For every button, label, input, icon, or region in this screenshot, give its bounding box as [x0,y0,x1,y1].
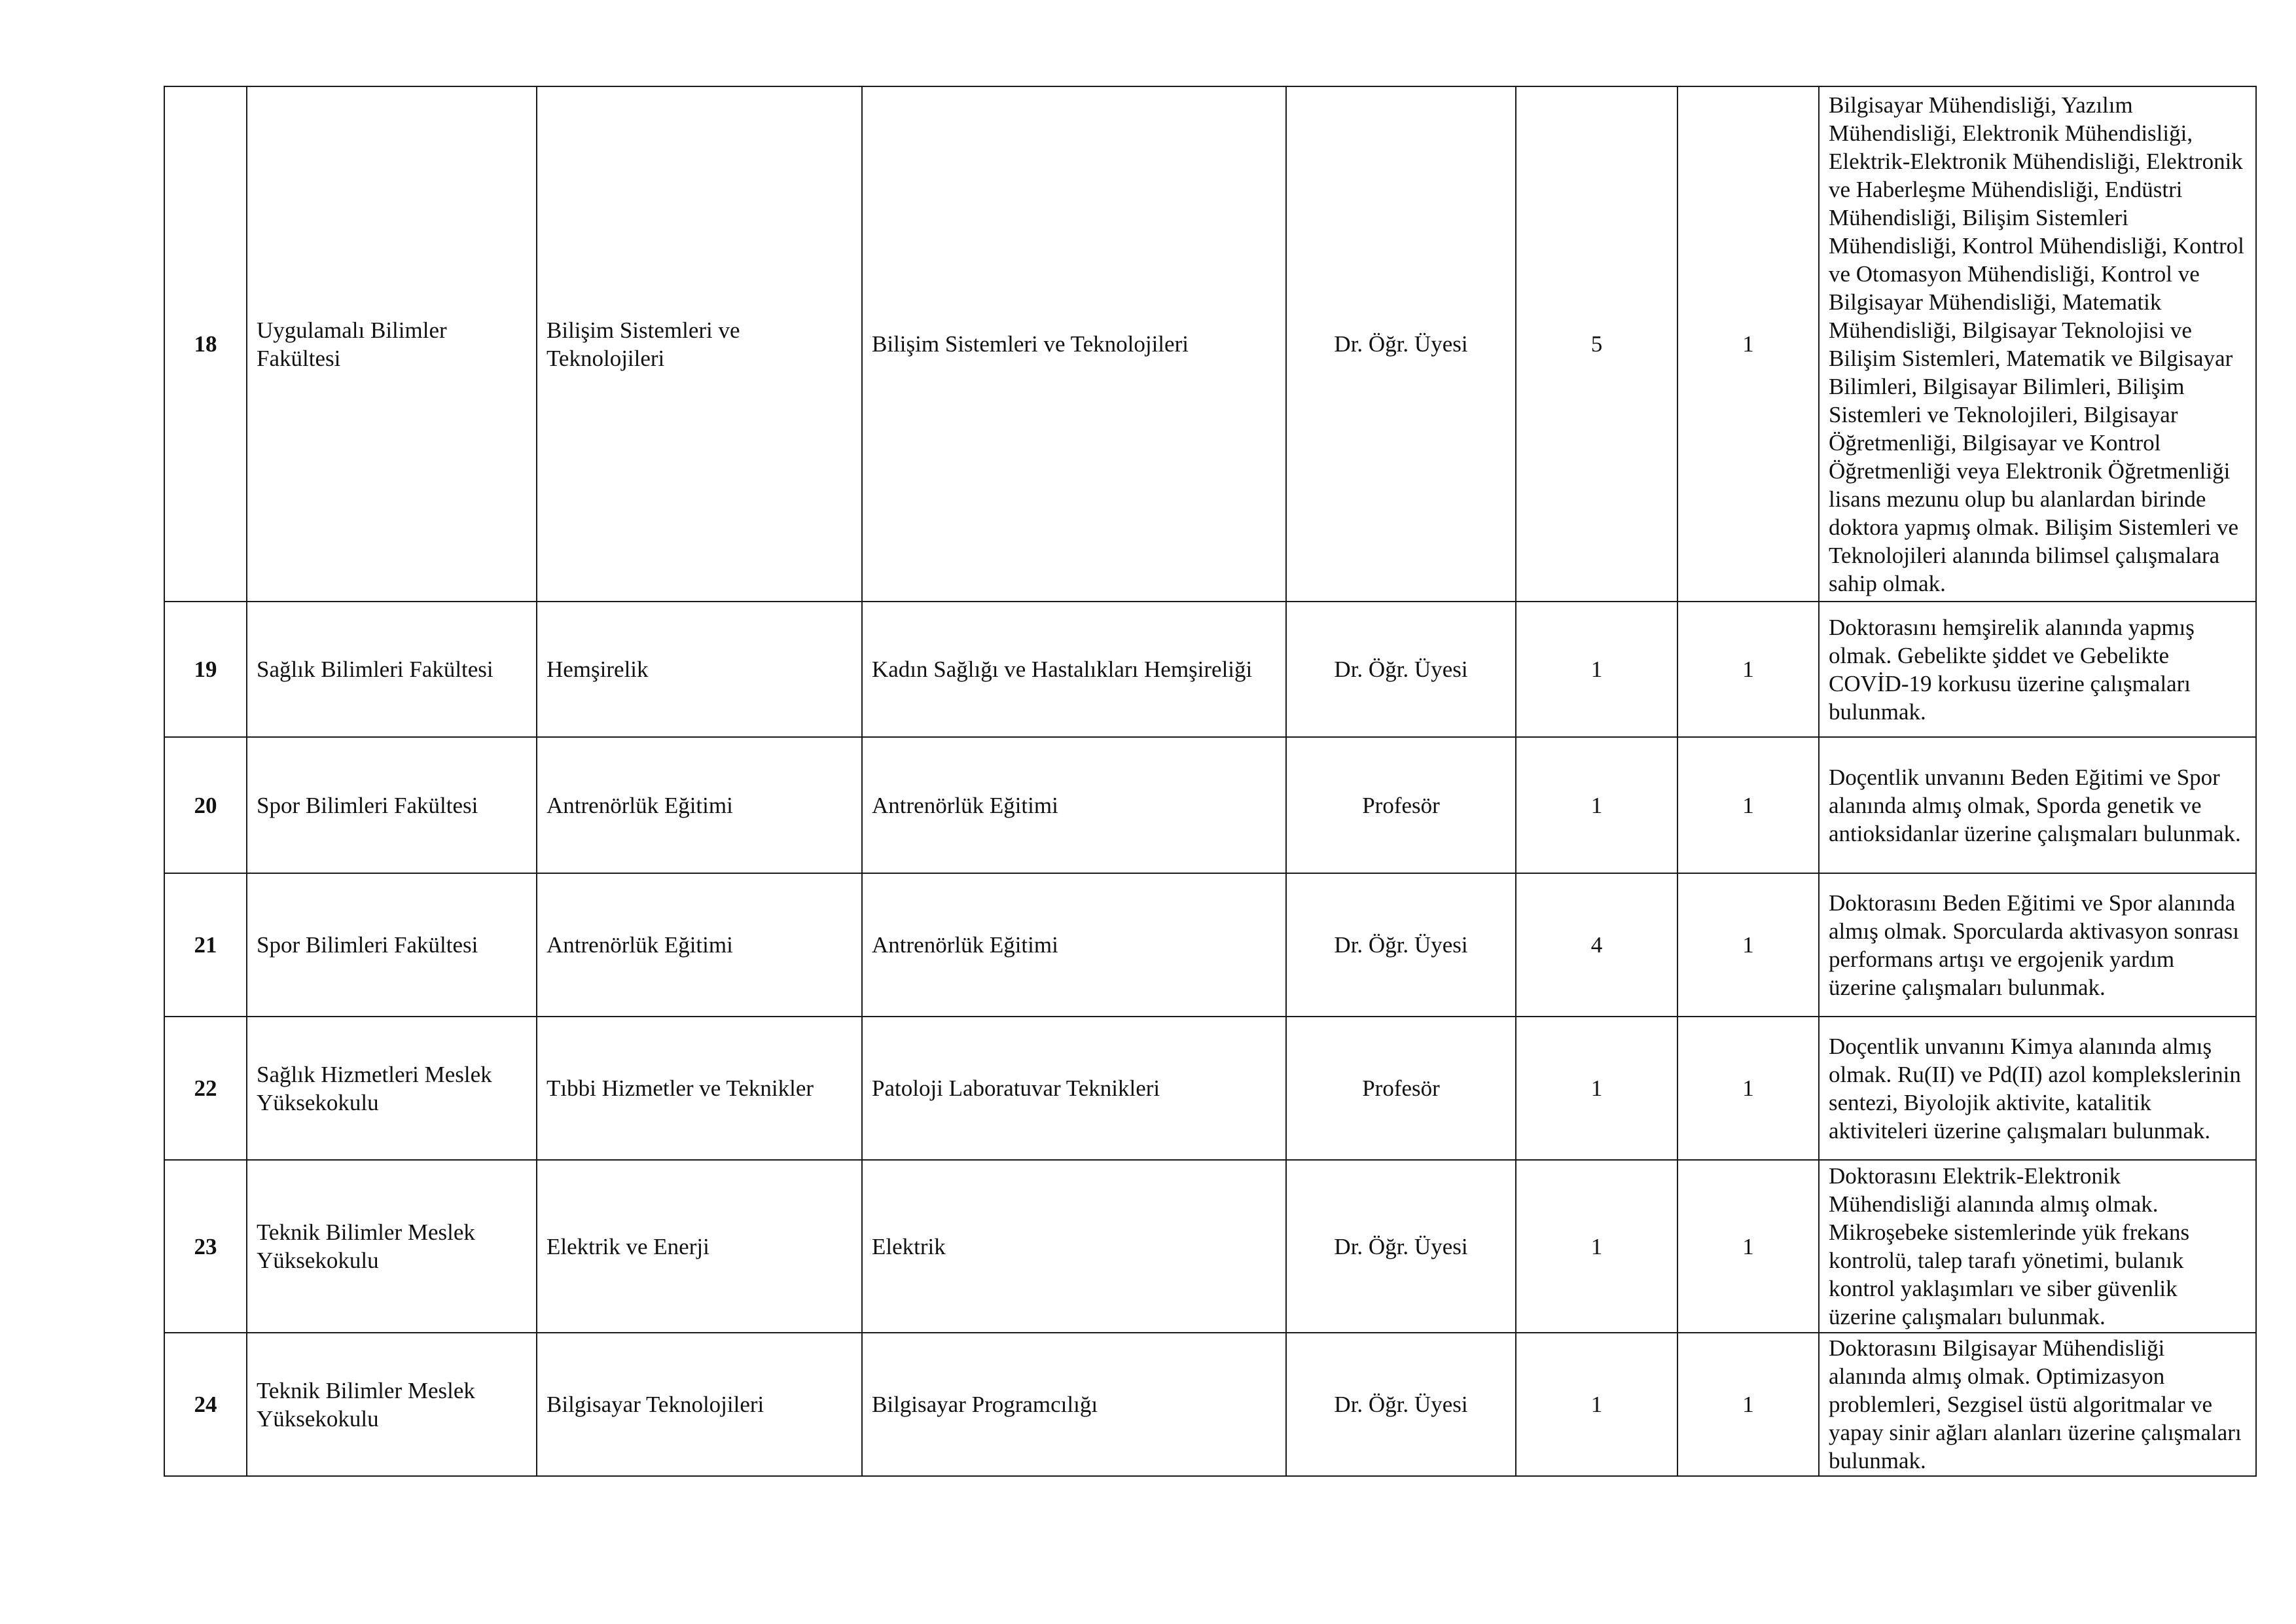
department-cell: Antrenörlük Eğitimi [537,873,862,1017]
row-number: 18 [164,86,247,602]
unit-cell: Uygulamalı Bilimler Fakültesi [247,86,537,602]
title-cell: Dr. Öğr. Üyesi [1286,873,1516,1017]
department-cell: Tıbbi Hizmetler ve Teknikler [537,1017,862,1160]
title-cell: Profesör [1286,1017,1516,1160]
requirements-cell: Doktorasını hemşirelik alanında yapmış olmak. Gebelikte şiddet ve Gebelikte COVİD-19 korkusu üzerine çalışmaları bulunmak. [1819,602,2256,737]
row-number: 20 [164,737,247,873]
count-cell: 1 [1516,1017,1677,1160]
unit-cell: Teknik Bilimler Meslek Yüksekokulu [247,1333,537,1476]
count-cell: 1 [1516,737,1677,873]
row-number: 22 [164,1017,247,1160]
program-cell: Kadın Sağlığı ve Hastalıkları Hemşireliği [862,602,1286,737]
unit-cell: Spor Bilimleri Fakültesi [247,737,537,873]
table-row [164,873,2256,1017]
title-cell: Dr. Öğr. Üyesi [1286,602,1516,737]
title-cell: Dr. Öğr. Üyesi [1286,86,1516,602]
requirements-cell: Doktorasını Beden Eğitimi ve Spor alanında almış olmak. Sporcularda aktivasyon sonrası performans artışı ve ergojenik yardım üzerine çalışmaları bulunmak. [1819,873,2256,1017]
department-cell: Bilişim Sistemleri ve Teknolojileri [537,86,862,602]
count-cell: 1 [1516,1160,1677,1333]
requirements-cell: Doktorasını Bilgisayar Mühendisliği alanında almış olmak. Optimizasyon problemleri, Sezgisel üstü algoritmalar ve yapay sinir ağları alanları üzerine çalışmaları bulunmak. [1819,1333,2256,1476]
degree-cell: 1 [1677,86,1819,602]
table-row [164,86,2256,602]
degree-cell: 1 [1677,873,1819,1017]
requirements-cell: Doçentlik unvanını Beden Eğitimi ve Spor alanında almış olmak, Sporda genetik ve antioksidanlar üzerine çalışmaları bulunmak. [1819,737,2256,873]
title-cell: Dr. Öğr. Üyesi [1286,1160,1516,1333]
count-cell: 1 [1516,602,1677,737]
row-number: 21 [164,873,247,1017]
table-row [164,1160,2256,1333]
program-cell: Bilgisayar Programcılığı [862,1333,1286,1476]
unit-cell: Sağlık Bilimleri Fakültesi [247,602,537,737]
table-row [164,737,2256,873]
department-cell: Elektrik ve Enerji [537,1160,862,1333]
program-cell: Antrenörlük Eğitimi [862,873,1286,1017]
degree-cell: 1 [1677,602,1819,737]
degree-cell: 1 [1677,737,1819,873]
row-number: 24 [164,1333,247,1476]
academic-position-table [164,86,2257,1477]
requirements-cell: Doktorasını Elektrik-Elektronik Mühendisliği alanında almış olmak. Mikroşebeke sistemlerinde yük frekans kontrolü, talep tarafı yönetimi, bulanık kontrol yaklaşımları ve siber güvenlik üzerine çalışmaları bulunmak. [1819,1160,2256,1333]
table-row [164,1333,2256,1476]
title-cell: Profesör [1286,737,1516,873]
program-cell: Patoloji Laboratuvar Teknikleri [862,1017,1286,1160]
requirements-cell: Doçentlik unvanını Kimya alanında almış olmak. Ru(II) ve Pd(II) azol komplekslerinin sentezi, Biyolojik aktivite, katalitik aktiviteleri üzerine çalışmaları bulunmak. [1819,1017,2256,1160]
department-cell: Hemşirelik [537,602,862,737]
program-cell: Bilişim Sistemleri ve Teknolojileri [862,86,1286,602]
degree-cell: 1 [1677,1160,1819,1333]
department-cell: Antrenörlük Eğitimi [537,737,862,873]
table-row [164,602,2256,737]
unit-cell: Spor Bilimleri Fakültesi [247,873,537,1017]
program-cell: Antrenörlük Eğitimi [862,737,1286,873]
row-number: 19 [164,602,247,737]
count-cell: 4 [1516,873,1677,1017]
unit-cell: Sağlık Hizmetleri Meslek Yüksekokulu [247,1017,537,1160]
department-cell: Bilgisayar Teknolojileri [537,1333,862,1476]
program-cell: Elektrik [862,1160,1286,1333]
row-number: 23 [164,1160,247,1333]
unit-cell: Teknik Bilimler Meslek Yüksekokulu [247,1160,537,1333]
requirements-cell: Bilgisayar Mühendisliği, Yazılım Mühendisliği, Elektronik Mühendisliği, Elektrik-Elektronik Mühendisliği, Elektronik ve Haberleşme Mühendisliği, Endüstri Mühendisliği, Bilişim Sistemleri Mühendisliği, Kontrol Mühendisliği, Kontrol ve Otomasyon Mühendisliği, Kontrol ve Bilgisayar Mühendisliği, Matematik Mühendisliği, Bilgisayar Teknolojisi ve Bilişim Sistemleri, Matematik ve Bilgisayar Bilimleri, Bilgisayar Bilimleri, Bilişim Sistemleri ve Teknolojileri, Bilgisayar Öğretmenliği, Bilgisayar ve Kontrol Öğretmenliği veya Elektronik Öğretmenliği lisans mezunu olup bu alanlardan birinde doktora yapmış olmak. Bilişim Sistemleri ve Teknolojileri alanında bilimsel çalışmalara sahip olmak. [1819,86,2256,602]
count-cell: 1 [1516,1333,1677,1476]
degree-cell: 1 [1677,1333,1819,1476]
table-row [164,1017,2256,1160]
degree-cell: 1 [1677,1017,1819,1160]
title-cell: Dr. Öğr. Üyesi [1286,1333,1516,1476]
count-cell: 5 [1516,86,1677,602]
